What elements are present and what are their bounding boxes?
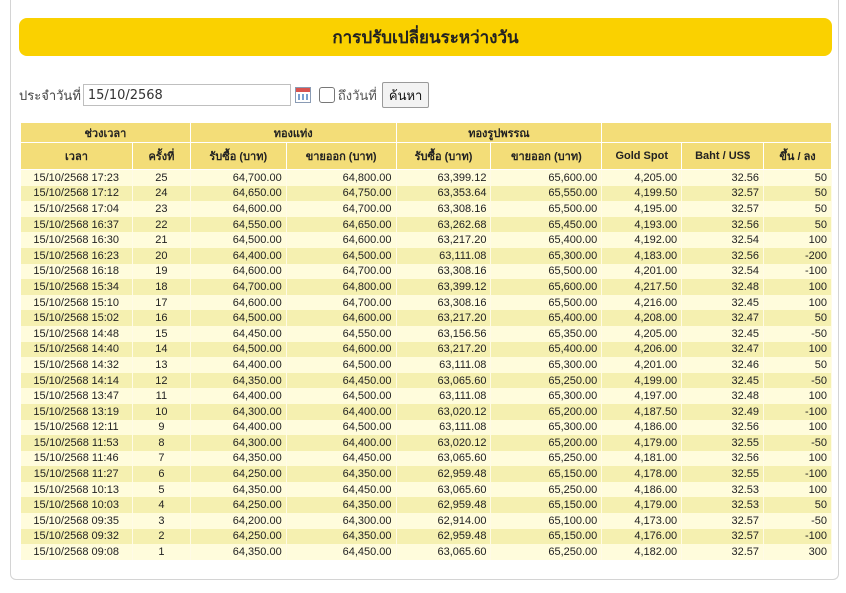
cell-change: 100: [764, 295, 832, 311]
cell-jewelry-buy: 63,308.16: [396, 264, 491, 280]
cell-gold-spot: 4,179.00: [602, 435, 682, 451]
table-row: [21, 248, 832, 264]
cell-bar-sell: 64,500.00: [286, 420, 396, 436]
cell-gold-spot: 4,186.00: [602, 420, 682, 436]
cell-bar-sell: 64,600.00: [286, 310, 396, 326]
table-row: [21, 388, 832, 404]
cell-gold-spot: 4,206.00: [602, 342, 682, 358]
cell-baht-usd: 32.56: [682, 248, 764, 264]
cell-gold-spot: 4,181.00: [602, 451, 682, 467]
cell-round: 15: [132, 326, 190, 342]
cell-jewelry-sell: 65,500.00: [491, 264, 602, 280]
cell-baht-usd: 32.46: [682, 357, 764, 373]
cell-bar-buy: 64,350.00: [190, 451, 286, 467]
cell-bar-buy: 64,300.00: [190, 435, 286, 451]
cell-bar-sell: 64,500.00: [286, 357, 396, 373]
cell-time: 15/10/2568 09:35: [21, 513, 133, 529]
cell-gold-spot: 4,201.00: [602, 357, 682, 373]
table-row: [21, 482, 832, 498]
cell-jewelry-buy: 62,959.48: [396, 529, 491, 545]
cell-gold-spot: 4,178.00: [602, 466, 682, 482]
cell-bar-sell: 64,350.00: [286, 466, 396, 482]
cell-bar-buy: 64,700.00: [190, 279, 286, 295]
cell-jewelry-sell: 65,400.00: [491, 342, 602, 358]
table-row: [21, 357, 832, 373]
table-row: [21, 497, 832, 513]
cell-bar-sell: 64,750.00: [286, 186, 396, 202]
cell-bar-buy: 64,250.00: [190, 529, 286, 545]
group-header-gold-bar: ทองแท่ง: [190, 123, 396, 143]
cell-baht-usd: 32.55: [682, 466, 764, 482]
to-date-checkbox[interactable]: [319, 87, 335, 103]
col-header-time: เวลา: [21, 143, 133, 170]
cell-bar-sell: 64,550.00: [286, 326, 396, 342]
cell-jewelry-sell: 65,250.00: [491, 451, 602, 467]
cell-bar-buy: 64,200.00: [190, 513, 286, 529]
cell-bar-buy: 64,600.00: [190, 264, 286, 280]
cell-gold-spot: 4,197.00: [602, 388, 682, 404]
cell-baht-usd: 32.48: [682, 279, 764, 295]
cell-change: -50: [764, 513, 832, 529]
table-row: [21, 310, 832, 326]
table-row: [21, 170, 832, 186]
cell-baht-usd: 32.53: [682, 482, 764, 498]
cell-change: 100: [764, 482, 832, 498]
cell-baht-usd: 32.57: [682, 201, 764, 217]
cell-time: 15/10/2568 11:46: [21, 451, 133, 467]
cell-jewelry-sell: 65,200.00: [491, 404, 602, 420]
col-header-jewelry-sell: ขายออก (บาท): [491, 143, 602, 170]
cell-bar-sell: 64,600.00: [286, 342, 396, 358]
cell-bar-buy: 64,500.00: [190, 232, 286, 248]
cell-bar-buy: 64,400.00: [190, 420, 286, 436]
cell-change: -50: [764, 435, 832, 451]
cell-time: 15/10/2568 10:03: [21, 497, 133, 513]
cell-change: 300: [764, 544, 832, 560]
cell-baht-usd: 32.47: [682, 342, 764, 358]
cell-change: 50: [764, 186, 832, 202]
cell-round: 16: [132, 310, 190, 326]
cell-change: -200: [764, 248, 832, 264]
cell-gold-spot: 4,199.50: [602, 186, 682, 202]
cell-change: 100: [764, 451, 832, 467]
cell-change: -100: [764, 466, 832, 482]
cell-jewelry-sell: 65,400.00: [491, 232, 602, 248]
cell-bar-sell: 64,300.00: [286, 513, 396, 529]
cell-time: 15/10/2568 15:02: [21, 310, 133, 326]
col-header-round: ครั้งที่: [132, 143, 190, 170]
cell-time: 15/10/2568 13:19: [21, 404, 133, 420]
cell-change: 50: [764, 497, 832, 513]
table-row: [21, 217, 832, 233]
cell-gold-spot: 4,208.00: [602, 310, 682, 326]
cell-baht-usd: 32.56: [682, 420, 764, 436]
cell-change: -100: [764, 404, 832, 420]
cell-change: -100: [764, 529, 832, 545]
date-search-form: [19, 82, 429, 108]
table-row: [21, 279, 832, 295]
cell-change: 100: [764, 388, 832, 404]
cell-bar-buy: 64,500.00: [190, 310, 286, 326]
cell-jewelry-buy: 63,217.20: [396, 232, 491, 248]
cell-gold-spot: 4,182.00: [602, 544, 682, 560]
cell-time: 15/10/2568 14:40: [21, 342, 133, 358]
table-row: [21, 451, 832, 467]
cell-bar-sell: 64,600.00: [286, 232, 396, 248]
cell-jewelry-buy: 63,217.20: [396, 342, 491, 358]
to-date-label: ถึงวันที่: [337, 88, 377, 104]
cell-time: 15/10/2568 16:30: [21, 232, 133, 248]
cell-baht-usd: 32.45: [682, 326, 764, 342]
cell-time: 15/10/2568 15:34: [21, 279, 133, 295]
cell-change: 50: [764, 201, 832, 217]
cell-jewelry-sell: 65,300.00: [491, 357, 602, 373]
cell-baht-usd: 32.47: [682, 310, 764, 326]
col-header-bar-buy: รับซื้อ (บาท): [190, 143, 286, 170]
cell-bar-buy: 64,600.00: [190, 201, 286, 217]
table-row: [21, 466, 832, 482]
cell-baht-usd: 32.45: [682, 295, 764, 311]
group-header-time: ช่วงเวลา: [21, 123, 191, 143]
cell-jewelry-sell: 65,200.00: [491, 435, 602, 451]
cell-change: 50: [764, 217, 832, 233]
table-body: [21, 170, 832, 560]
cell-baht-usd: 32.56: [682, 451, 764, 467]
cell-gold-spot: 4,205.00: [602, 170, 682, 186]
cell-round: 14: [132, 342, 190, 358]
cell-gold-spot: 4,176.00: [602, 529, 682, 545]
cell-baht-usd: 32.45: [682, 373, 764, 389]
cell-jewelry-sell: 65,150.00: [491, 529, 602, 545]
cell-round: 6: [132, 466, 190, 482]
cell-round: 12: [132, 373, 190, 389]
cell-time: 15/10/2568 17:23: [21, 170, 133, 186]
cell-bar-sell: 64,500.00: [286, 248, 396, 264]
cell-jewelry-buy: 63,065.60: [396, 373, 491, 389]
cell-change: 50: [764, 357, 832, 373]
cell-jewelry-buy: 63,353.64: [396, 186, 491, 202]
cell-change: -100: [764, 264, 832, 280]
table-row: [21, 264, 832, 280]
cell-jewelry-sell: 65,600.00: [491, 170, 602, 186]
cell-gold-spot: 4,179.00: [602, 497, 682, 513]
cell-round: 24: [132, 186, 190, 202]
cell-round: 1: [132, 544, 190, 560]
cell-jewelry-buy: 63,308.16: [396, 295, 491, 311]
cell-round: 18: [132, 279, 190, 295]
cell-time: 15/10/2568 11:53: [21, 435, 133, 451]
cell-change: 100: [764, 420, 832, 436]
cell-time: 15/10/2568 14:14: [21, 373, 133, 389]
table-row: [21, 342, 832, 358]
date-label: ประจำวันที่: [19, 88, 81, 104]
table-row: [21, 435, 832, 451]
col-header-gold-spot: Gold Spot: [602, 143, 682, 170]
cell-jewelry-sell: 65,300.00: [491, 248, 602, 264]
cell-gold-spot: 4,201.00: [602, 264, 682, 280]
cell-bar-sell: 64,700.00: [286, 264, 396, 280]
table-row: [21, 295, 832, 311]
cell-bar-sell: 64,500.00: [286, 388, 396, 404]
cell-bar-buy: 64,450.00: [190, 326, 286, 342]
col-header-bar-sell: ขายออก (บาท): [286, 143, 396, 170]
cell-jewelry-sell: 65,500.00: [491, 295, 602, 311]
cell-time: 15/10/2568 16:37: [21, 217, 133, 233]
cell-change: -50: [764, 326, 832, 342]
cell-baht-usd: 32.54: [682, 264, 764, 280]
cell-baht-usd: 32.55: [682, 435, 764, 451]
cell-jewelry-buy: 63,111.08: [396, 388, 491, 404]
cell-baht-usd: 32.48: [682, 388, 764, 404]
cell-round: 21: [132, 232, 190, 248]
date-input[interactable]: [83, 84, 291, 106]
cell-baht-usd: 32.56: [682, 170, 764, 186]
cell-jewelry-buy: 62,959.48: [396, 466, 491, 482]
cell-bar-buy: 64,300.00: [190, 404, 286, 420]
cell-baht-usd: 32.57: [682, 544, 764, 560]
table-row: [21, 529, 832, 545]
cell-round: 2: [132, 529, 190, 545]
cell-bar-buy: 64,500.00: [190, 342, 286, 358]
cell-jewelry-sell: 65,300.00: [491, 388, 602, 404]
cell-jewelry-buy: 63,111.08: [396, 248, 491, 264]
search-button[interactable]: ค้นหา: [382, 82, 429, 108]
cell-jewelry-buy: 63,020.12: [396, 435, 491, 451]
cell-jewelry-sell: 65,350.00: [491, 326, 602, 342]
cell-baht-usd: 32.57: [682, 529, 764, 545]
cell-jewelry-buy: 63,065.60: [396, 482, 491, 498]
cell-baht-usd: 32.49: [682, 404, 764, 420]
cell-round: 4: [132, 497, 190, 513]
cell-round: 23: [132, 201, 190, 217]
cell-bar-sell: 64,450.00: [286, 482, 396, 498]
cell-change: 100: [764, 342, 832, 358]
cell-bar-buy: 64,400.00: [190, 388, 286, 404]
cell-baht-usd: 32.56: [682, 217, 764, 233]
cell-time: 15/10/2568 17:04: [21, 201, 133, 217]
cell-jewelry-buy: 63,156.56: [396, 326, 491, 342]
cell-time: 15/10/2568 12:11: [21, 420, 133, 436]
cell-round: 25: [132, 170, 190, 186]
table-row: [21, 373, 832, 389]
cell-round: 19: [132, 264, 190, 280]
page-title: การปรับเปลี่ยนระหว่างวัน: [332, 27, 519, 48]
table-row: [21, 232, 832, 248]
cell-time: 15/10/2568 14:48: [21, 326, 133, 342]
cell-change: 50: [764, 170, 832, 186]
col-header-change: ขึ้น / ลง: [764, 143, 832, 170]
col-header-jewelry-buy: รับซื้อ (บาท): [396, 143, 491, 170]
cell-change: 50: [764, 310, 832, 326]
cell-time: 15/10/2568 11:27: [21, 466, 133, 482]
cell-jewelry-sell: 65,250.00: [491, 482, 602, 498]
cell-jewelry-buy: 63,065.60: [396, 544, 491, 560]
cell-jewelry-buy: 63,217.20: [396, 310, 491, 326]
cell-round: 20: [132, 248, 190, 264]
cell-round: 8: [132, 435, 190, 451]
cell-time: 15/10/2568 16:18: [21, 264, 133, 280]
cell-baht-usd: 32.57: [682, 186, 764, 202]
calendar-icon[interactable]: [295, 87, 311, 103]
cell-gold-spot: 4,193.00: [602, 217, 682, 233]
cell-bar-buy: 64,350.00: [190, 544, 286, 560]
cell-change: 100: [764, 232, 832, 248]
price-history-table: [20, 122, 832, 560]
cell-jewelry-buy: 62,959.48: [396, 497, 491, 513]
cell-jewelry-sell: 65,550.00: [491, 186, 602, 202]
cell-time: 15/10/2568 09:32: [21, 529, 133, 545]
cell-round: 5: [132, 482, 190, 498]
cell-jewelry-buy: 62,914.00: [396, 513, 491, 529]
cell-jewelry-sell: 65,150.00: [491, 466, 602, 482]
cell-round: 10: [132, 404, 190, 420]
cell-jewelry-sell: 65,450.00: [491, 217, 602, 233]
cell-jewelry-buy: 63,020.12: [396, 404, 491, 420]
cell-bar-sell: 64,700.00: [286, 295, 396, 311]
cell-bar-buy: 64,650.00: [190, 186, 286, 202]
cell-round: 3: [132, 513, 190, 529]
cell-jewelry-buy: 63,308.16: [396, 201, 491, 217]
cell-gold-spot: 4,217.50: [602, 279, 682, 295]
cell-bar-sell: 64,400.00: [286, 404, 396, 420]
table-row: [21, 544, 832, 560]
cell-gold-spot: 4,183.00: [602, 248, 682, 264]
cell-baht-usd: 32.53: [682, 497, 764, 513]
group-header-gold-jewelry: ทองรูปพรรณ: [396, 123, 602, 143]
table-row: [21, 186, 832, 202]
table-row: [21, 201, 832, 217]
cell-bar-sell: 64,450.00: [286, 451, 396, 467]
cell-bar-sell: 64,450.00: [286, 373, 396, 389]
cell-bar-buy: 64,350.00: [190, 482, 286, 498]
cell-bar-buy: 64,400.00: [190, 248, 286, 264]
cell-bar-buy: 64,400.00: [190, 357, 286, 373]
cell-time: 15/10/2568 13:47: [21, 388, 133, 404]
cell-jewelry-sell: 65,600.00: [491, 279, 602, 295]
cell-gold-spot: 4,187.50: [602, 404, 682, 420]
cell-round: 9: [132, 420, 190, 436]
cell-jewelry-buy: 63,399.12: [396, 170, 491, 186]
cell-gold-spot: 4,173.00: [602, 513, 682, 529]
cell-bar-sell: 64,800.00: [286, 170, 396, 186]
cell-baht-usd: 32.57: [682, 513, 764, 529]
cell-change: 100: [764, 279, 832, 295]
cell-jewelry-sell: 65,500.00: [491, 201, 602, 217]
cell-jewelry-sell: 65,150.00: [491, 497, 602, 513]
cell-gold-spot: 4,216.00: [602, 295, 682, 311]
cell-baht-usd: 32.54: [682, 232, 764, 248]
cell-bar-buy: 64,700.00: [190, 170, 286, 186]
cell-bar-buy: 64,250.00: [190, 466, 286, 482]
cell-jewelry-sell: 65,250.00: [491, 544, 602, 560]
cell-jewelry-sell: 65,400.00: [491, 310, 602, 326]
cell-gold-spot: 4,192.00: [602, 232, 682, 248]
cell-time: 15/10/2568 15:10: [21, 295, 133, 311]
cell-bar-sell: 64,700.00: [286, 201, 396, 217]
cell-bar-buy: 64,550.00: [190, 217, 286, 233]
cell-bar-buy: 64,600.00: [190, 295, 286, 311]
cell-time: 15/10/2568 09:08: [21, 544, 133, 560]
col-header-baht-usd: Baht / US$: [682, 143, 764, 170]
cell-gold-spot: 4,199.00: [602, 373, 682, 389]
cell-round: 17: [132, 295, 190, 311]
cell-round: 11: [132, 388, 190, 404]
cell-time: 15/10/2568 14:32: [21, 357, 133, 373]
cell-jewelry-buy: 63,399.12: [396, 279, 491, 295]
table-row: [21, 420, 832, 436]
cell-jewelry-sell: 65,100.00: [491, 513, 602, 529]
cell-time: 15/10/2568 16:23: [21, 248, 133, 264]
cell-gold-spot: 4,205.00: [602, 326, 682, 342]
cell-jewelry-buy: 63,262.68: [396, 217, 491, 233]
cell-bar-buy: 64,350.00: [190, 373, 286, 389]
cell-bar-sell: 64,350.00: [286, 497, 396, 513]
cell-bar-sell: 64,350.00: [286, 529, 396, 545]
cell-time: 15/10/2568 10:13: [21, 482, 133, 498]
table-row: [21, 404, 832, 420]
cell-bar-sell: 64,450.00: [286, 544, 396, 560]
cell-jewelry-sell: 65,300.00: [491, 420, 602, 436]
cell-bar-sell: 64,400.00: [286, 435, 396, 451]
table-row: [21, 326, 832, 342]
cell-bar-sell: 64,650.00: [286, 217, 396, 233]
page-title-bar: [19, 18, 832, 56]
cell-change: -50: [764, 373, 832, 389]
cell-time: 15/10/2568 17:12: [21, 186, 133, 202]
cell-bar-sell: 64,800.00: [286, 279, 396, 295]
cell-jewelry-buy: 63,065.60: [396, 451, 491, 467]
cell-bar-buy: 64,250.00: [190, 497, 286, 513]
table-row: [21, 513, 832, 529]
group-header-empty: [602, 123, 832, 143]
cell-jewelry-buy: 63,111.08: [396, 357, 491, 373]
cell-jewelry-sell: 65,250.00: [491, 373, 602, 389]
cell-round: 13: [132, 357, 190, 373]
cell-round: 22: [132, 217, 190, 233]
cell-gold-spot: 4,195.00: [602, 201, 682, 217]
cell-jewelry-buy: 63,111.08: [396, 420, 491, 436]
cell-round: 7: [132, 451, 190, 467]
cell-gold-spot: 4,186.00: [602, 482, 682, 498]
